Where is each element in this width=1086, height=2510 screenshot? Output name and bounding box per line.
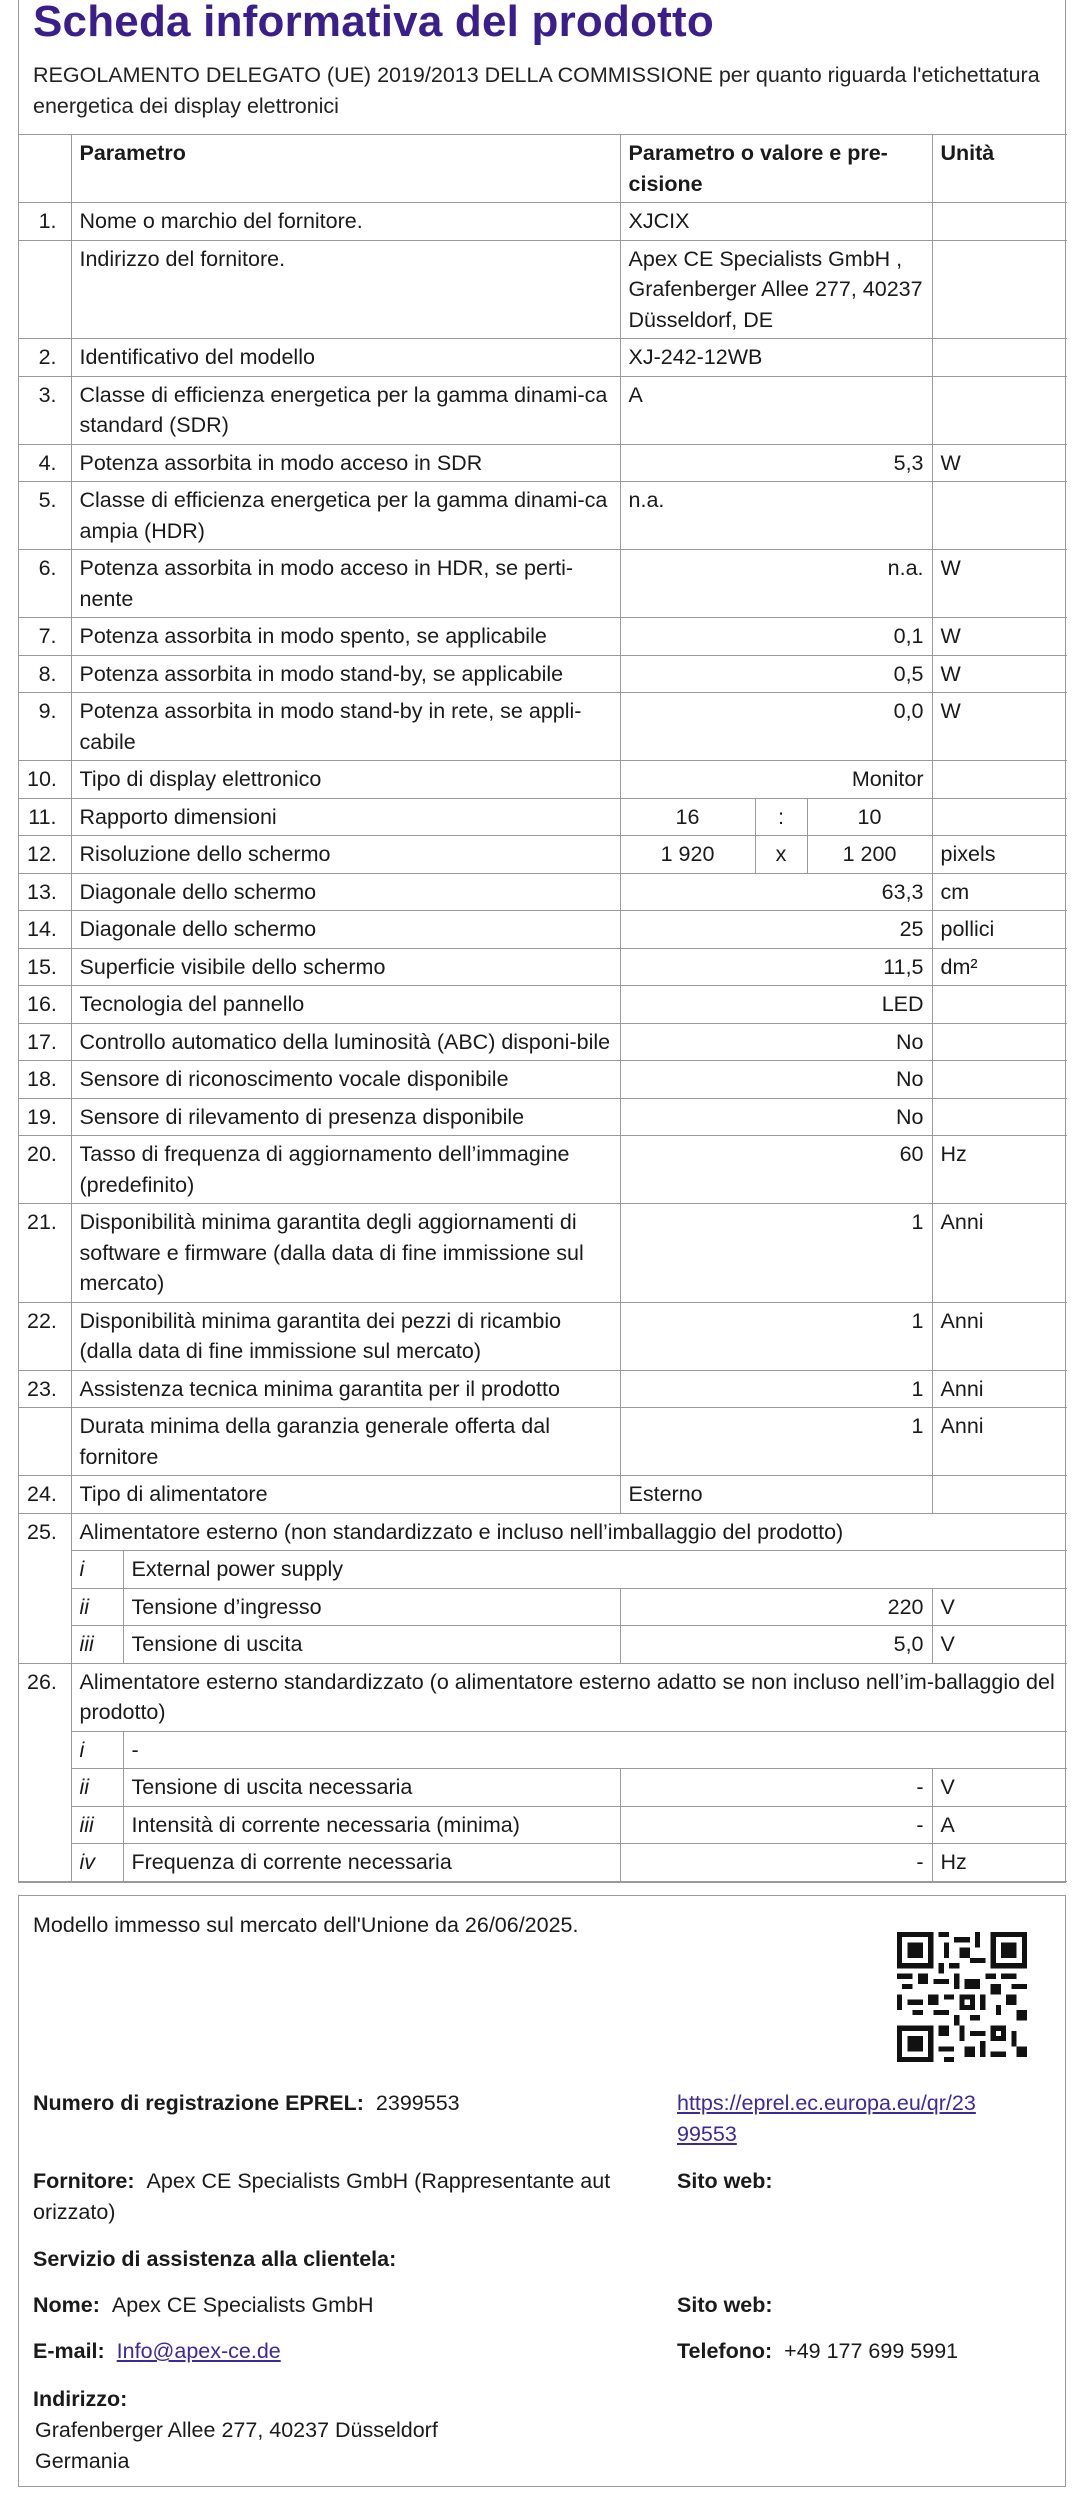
table-row [19,1408,1067,1476]
row-unit: Hz [932,1136,1067,1204]
row-parameter: Potenza assorbita in modo spento, se applicabile [71,618,620,656]
row-parameter: Potenza assorbita in modo acceso in HDR, se perti-nente [71,550,620,618]
subrow-value: - [620,1769,932,1807]
table-subrow [19,1588,1067,1626]
row-parameter: Classe di efficienza energetica per la gamma dinami-ca ampia (HDR) [71,482,620,550]
row-parameter: Tasso di frequenza di aggiornamento dell’immagine (predefinito) [71,1136,620,1204]
group-title: Alimentatore esterno standardizzato (o alimentatore esterno adatto se non incluso nell’im-ballaggio del prodotto) [71,1663,1067,1731]
row-number-spacer [19,1844,71,1882]
row-parameter: Superficie visibile dello schermo [71,948,620,986]
row-value: A [620,376,932,444]
row-parameter: Sensore di rilevamento di presenza disponibile [71,1098,620,1136]
row-number: 14. [19,911,71,949]
row-value-separator: : [755,798,807,836]
header-number-cell [19,135,71,203]
table-header-row [19,135,1067,203]
service-address [33,2384,438,2477]
subrow-value: 5,0 [620,1626,932,1664]
eprel-link-line-2: 99553 [677,2122,737,2146]
row-value: LED [620,986,932,1024]
row-unit [932,1061,1067,1099]
subrow-roman-numeral: ii [71,1588,123,1626]
row-number-spacer [19,1551,71,1589]
subrow-label: - [123,1731,1067,1769]
row-number: 1. [19,203,71,241]
eprel-link[interactable] [677,2091,976,2146]
subrow-value: - [620,1806,932,1844]
row-number: 9. [19,693,71,761]
table-row [19,618,1067,656]
row-unit [932,203,1067,241]
table-row-group-title [19,1663,1067,1731]
service-email [33,2336,281,2367]
row-value-a: 16 [620,798,755,836]
row-unit: Anni [932,1408,1067,1476]
table-row [19,761,1067,799]
row-number: 25. [19,1513,71,1551]
row-unit: Anni [932,1370,1067,1408]
row-number [19,240,71,339]
row-parameter: Controllo automatico della luminosità (ABC) disponi-bile [71,1023,620,1061]
table-row [19,873,1067,911]
row-parameter: Tipo di display elettronico [71,761,620,799]
row-parameter: Assistenza tecnica minima garantita per il prodotto [71,1370,620,1408]
table-row [19,798,1067,836]
row-value: 0,0 [620,693,932,761]
row-unit: pixels [932,836,1067,874]
row-number: 17. [19,1023,71,1061]
row-value: 1 [620,1302,932,1370]
row-parameter: Potenza assorbita in modo stand-by in rete, se appli-cabile [71,693,620,761]
row-number [19,1408,71,1476]
qr-code-icon[interactable] [897,1932,1027,2062]
subrow-label: Tensione di uscita necessaria [123,1769,620,1807]
row-value: n.a. [620,550,932,618]
row-value: Esterno [620,1476,932,1514]
subrow-unit: A [932,1806,1067,1844]
subrow-roman-numeral: i [71,1731,123,1769]
row-unit [932,1098,1067,1136]
subrow-unit: Hz [932,1844,1067,1882]
row-value: 11,5 [620,948,932,986]
table-row [19,948,1067,986]
eprel-link-line-1: https://eprel.ec.europa.eu/qr/23 [677,2091,976,2115]
row-unit [932,240,1067,339]
subrow-roman-numeral: iv [71,1844,123,1882]
phone-value: +49 177 699 5991 [784,2339,959,2363]
table-subrow [19,1626,1067,1664]
supplier-value-1: Apex CE Specialists GmbH (Rappresentante aut [146,2169,611,2193]
row-unit: cm [932,873,1067,911]
row-unit [932,339,1067,377]
parameters-table [19,134,1067,1882]
eprel-number: 2399553 [375,2091,460,2115]
row-number-spacer [19,1626,71,1664]
row-number: 8. [19,655,71,693]
row-parameter: Tecnologia del pannello [71,986,620,1024]
row-value-a: 1 920 [620,836,755,874]
row-unit: Anni [932,1302,1067,1370]
row-unit: W [932,655,1067,693]
row-parameter: Risoluzione dello schermo [71,836,620,874]
row-value: Apex CE Specialists GmbH , Grafenberger Allee 277, 40237 Düsseldorf, DE [620,240,932,339]
table-row [19,1370,1067,1408]
email-link[interactable]: Info@apex-ce.de [116,2339,281,2363]
row-unit: pollici [932,911,1067,949]
row-value: Monitor [620,761,932,799]
table-row [19,1302,1067,1370]
header-value: Parametro o valore e pre-cisione [620,135,932,203]
name-label: Nome: [33,2293,100,2317]
regulation-subtitle: REGOLAMENTO DELEGATO (UE) 2019/2013 DELLA COMMISSIONE per quanto riguarda l'etichettatura energetica dei display elettronici [33,63,1040,118]
subrow-unit: V [932,1588,1067,1626]
row-unit [932,1476,1067,1514]
row-number: 7. [19,618,71,656]
table-row [19,836,1067,874]
footer-info-box [18,1895,1066,2487]
row-number: 2. [19,339,71,377]
row-value: 1 [620,1370,932,1408]
row-value: 1 [620,1408,932,1476]
table-row-group-title [19,1513,1067,1551]
header-unit: Unità [932,135,1067,203]
supplier-value-2: orizzato) [33,2200,116,2224]
service-name [33,2290,374,2321]
row-value: 0,5 [620,655,932,693]
address-line-1: Grafenberger Allee 277, 40237 Düsseldorf [35,2418,438,2442]
page-title: Scheda informativa del prodotto [33,0,714,46]
email-label: E-mail: [33,2339,105,2363]
subrow-roman-numeral: iii [71,1806,123,1844]
subrow-label: External power supply [123,1551,1067,1589]
row-unit [932,1023,1067,1061]
row-number: 6. [19,550,71,618]
row-number: 23. [19,1370,71,1408]
website-label-1: Sito web: [677,2169,773,2193]
row-value: XJCIX [620,203,932,241]
supplier-label: Fornitore: [33,2169,135,2193]
subrow-value: - [620,1844,932,1882]
row-value: No [620,1098,932,1136]
table-row [19,1061,1067,1099]
row-unit: W [932,618,1067,656]
row-value: No [620,1061,932,1099]
row-unit [932,798,1067,836]
subrow-unit: V [932,1769,1067,1807]
row-parameter: Potenza assorbita in modo acceso in SDR [71,444,620,482]
row-value: 1 [620,1204,932,1303]
row-unit [932,986,1067,1024]
row-unit [932,761,1067,799]
row-number: 3. [19,376,71,444]
service-phone [677,2336,958,2367]
row-value: No [620,1023,932,1061]
row-number: 11. [19,798,71,836]
subrow-label: Frequenza di corrente necessaria [123,1844,620,1882]
table-row [19,986,1067,1024]
row-number: 22. [19,1302,71,1370]
phone-label: Telefono: [677,2339,773,2363]
table-row [19,1136,1067,1204]
table-subrow [19,1844,1067,1882]
row-number: 21. [19,1204,71,1303]
customer-service-heading: Servizio di assistenza alla clientela: [33,2247,397,2271]
row-parameter: Diagonale dello schermo [71,911,620,949]
table-row [19,203,1067,241]
row-parameter: Rapporto dimensioni [71,798,620,836]
row-number: 5. [19,482,71,550]
row-value: 5,3 [620,444,932,482]
row-parameter: Sensore di riconoscimento vocale disponibile [71,1061,620,1099]
row-number: 12. [19,836,71,874]
table-row [19,655,1067,693]
name-value: Apex CE Specialists GmbH [111,2293,374,2317]
row-number: 4. [19,444,71,482]
subrow-unit: V [932,1626,1067,1664]
row-number-spacer [19,1769,71,1807]
row-unit: W [932,444,1067,482]
subrow-value: 220 [620,1588,932,1626]
table-row [19,240,1067,339]
row-number: 16. [19,986,71,1024]
row-value: XJ-242-12WB [620,339,932,377]
row-value-b: 1 200 [807,836,932,874]
row-value-b: 10 [807,798,932,836]
group-title: Alimentatore esterno (non standardizzato e incluso nell’imballaggio del prodotto) [71,1513,1067,1551]
row-parameter: Nome o marchio del fornitore. [71,203,620,241]
table-row [19,1098,1067,1136]
row-unit: Anni [932,1204,1067,1303]
product-information-sheet [18,0,1066,1883]
row-number: 10. [19,761,71,799]
table-subrow [19,1769,1067,1807]
table-row [19,911,1067,949]
table-subrow [19,1806,1067,1844]
row-value: 0,1 [620,618,932,656]
row-parameter: Diagonale dello schermo [71,873,620,911]
table-row [19,1023,1067,1061]
table-row [19,693,1067,761]
subrow-roman-numeral: iii [71,1626,123,1664]
address-line-2: Germania [35,2449,130,2473]
row-number: 24. [19,1476,71,1514]
table-row [19,550,1067,618]
row-unit: W [932,693,1067,761]
row-number: 26. [19,1663,71,1731]
row-number-spacer [19,1806,71,1844]
table-row [19,444,1067,482]
row-number: 18. [19,1061,71,1099]
eprel-label: Numero di registrazione EPREL: [33,2091,364,2115]
market-date-text: Modello immesso sul mercato dell'Unione da 26/06/2025. [33,1913,579,1937]
row-parameter: Classe di efficienza energetica per la gamma dinami-ca standard (SDR) [71,376,620,444]
row-number-spacer [19,1731,71,1769]
row-value: 25 [620,911,932,949]
row-unit [932,376,1067,444]
row-parameter: Potenza assorbita in modo stand-by, se applicabile [71,655,620,693]
subrow-roman-numeral: ii [71,1769,123,1807]
subrow-label: Tensione d’ingresso [123,1588,620,1626]
row-parameter: Disponibilità minima garantita dei pezzi di ricambio (dalla data di fine immissione sul mercato) [71,1302,620,1370]
row-value: 60 [620,1136,932,1204]
row-number: 13. [19,873,71,911]
row-number: 19. [19,1098,71,1136]
row-value: 63,3 [620,873,932,911]
row-value-separator: x [755,836,807,874]
row-parameter: Tipo di alimentatore [71,1476,620,1514]
address-label: Indirizzo: [33,2387,128,2411]
row-parameter: Identificativo del modello [71,339,620,377]
table-row [19,1476,1067,1514]
table-row [19,1204,1067,1303]
row-unit [932,482,1067,550]
row-parameter: Indirizzo del fornitore. [71,240,620,339]
subrow-roman-numeral: i [71,1551,123,1589]
supplier-block [33,2166,658,2228]
subrow-label: Intensità di corrente necessaria (minima) [123,1806,620,1844]
row-parameter: Durata minima della garanzia generale offerta dal fornitore [71,1408,620,1476]
row-unit: W [932,550,1067,618]
table-subrow [19,1551,1067,1589]
header-parameter: Parametro [71,135,620,203]
table-row [19,339,1067,377]
table-subrow [19,1731,1067,1769]
row-number-spacer [19,1588,71,1626]
subrow-label: Tensione di uscita [123,1626,620,1664]
row-value: n.a. [620,482,932,550]
row-parameter: Disponibilità minima garantita degli aggiornamenti di software e firmware (dalla data di fine immissione sul mercato) [71,1204,620,1303]
table-row [19,482,1067,550]
row-unit: dm² [932,948,1067,986]
row-number: 20. [19,1136,71,1204]
row-number: 15. [19,948,71,986]
website-label-2: Sito web: [677,2293,773,2317]
eprel-registration [33,2088,460,2119]
table-row [19,376,1067,444]
eprel-link-block [677,2088,976,2150]
